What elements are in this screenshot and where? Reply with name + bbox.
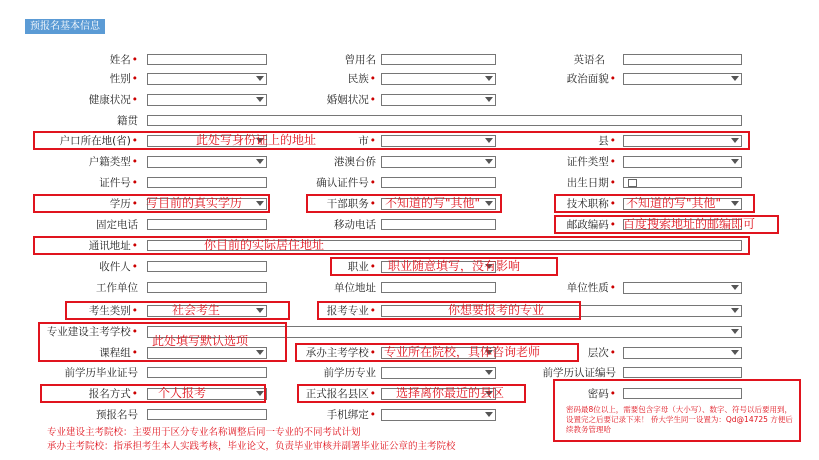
native-place-input[interactable] [147, 115, 742, 126]
calendar-icon[interactable] [628, 179, 637, 187]
unit-nature-select[interactable] [623, 282, 742, 294]
recipient-input[interactable] [147, 261, 267, 272]
mobile-input[interactable] [381, 219, 496, 230]
label-major: 报考专业• [326, 305, 376, 317]
label-reg-method: 报名方式• [88, 388, 138, 400]
health-select[interactable] [147, 94, 267, 106]
section-header: 预报名基本信息 [25, 19, 105, 34]
label-phone-bind: 手机绑定• [326, 409, 376, 421]
label-ethnicity: 民族• [347, 73, 376, 85]
label-education: 学历• [109, 198, 138, 210]
id-confirm-input[interactable] [381, 177, 496, 188]
label-exam-type: 考生类别• [88, 305, 138, 317]
hk-macao-tw-select[interactable] [381, 156, 496, 168]
label-prev-major: 前学历专业 [323, 367, 376, 379]
footer-line-2: 承办主考院校：指承担考生本人实践考核，毕业论文，负责毕业审核并副署毕业证公章的主考院校 [47, 441, 456, 452]
label-hukou-province: 户口所在地(省)• [59, 135, 138, 147]
english-name-input[interactable] [623, 54, 742, 65]
label-id-confirm: 确认证件号• [316, 177, 376, 189]
note-major: 你想要报考的专业 [448, 303, 545, 317]
note-occupation: 职业随意填写，没有影响 [388, 259, 521, 273]
label-unit-nature: 单位性质• [566, 282, 616, 294]
label-reg-county: 正式报名县区• [305, 388, 376, 400]
label-birth-date: 出生日期• [566, 177, 616, 189]
label-id-type: 证件类型• [566, 156, 616, 168]
label-host-school: 承办主考学校• [305, 347, 376, 359]
label-id-no: 证件号• [99, 177, 138, 189]
note-reg-county: 选择离你最近的县区 [396, 386, 505, 400]
label-school: 专业建设主考学校• [46, 326, 138, 338]
label-cadre-post: 干部职务• [326, 198, 376, 210]
note-address: 你目前的实际居住地址 [204, 238, 325, 252]
note-cadre: 不知道的写"其他" [385, 196, 481, 210]
prev-major-select[interactable] [381, 367, 496, 379]
political-select[interactable] [623, 73, 742, 85]
label-hukou-type: 户籍类型• [88, 156, 138, 168]
level-select[interactable] [623, 347, 742, 359]
label-level: 层次• [587, 347, 616, 359]
label-name: 姓名• [109, 54, 138, 66]
note-tech: 不知道的写"其他" [626, 196, 722, 210]
label-course-group: 课程组• [99, 347, 138, 359]
label-prev-cert: 前学历认证编号 [542, 367, 616, 379]
gender-select[interactable] [147, 73, 267, 85]
label-county: 县• [598, 135, 616, 147]
ethnicity-select[interactable] [381, 73, 496, 85]
label-city: 市• [358, 135, 376, 147]
id-no-input[interactable] [147, 177, 267, 188]
note-exam-type: 社会考生 [172, 303, 221, 317]
hukou-type-select[interactable] [147, 156, 267, 168]
label-former-name: 曾用名 [344, 54, 376, 66]
label-hk-macao-tw: 港澳台侨 [334, 156, 376, 168]
unit-address-input[interactable] [381, 282, 496, 293]
id-type-select[interactable] [623, 156, 742, 168]
label-gender: 性别• [109, 73, 138, 85]
annotation-box-address [33, 236, 750, 255]
former-name-input[interactable] [381, 54, 496, 65]
label-native-place: 籍贯 [117, 115, 138, 127]
prev-cert-input[interactable] [623, 367, 742, 378]
footer-line-1: 专业建设主考院校：主要用于区分专业名称调整后同一专业的不同考试计划 [47, 427, 361, 438]
phone-bind-select[interactable] [381, 409, 496, 421]
label-mobile: 移动电话 [334, 219, 376, 231]
label-address: 通讯地址• [88, 240, 138, 252]
label-marital: 婚姻状况• [326, 94, 376, 106]
label-work-unit: 工作单位 [96, 282, 138, 294]
prev-school-input[interactable] [147, 367, 267, 378]
note-school: 此处填写默认选项 [152, 334, 249, 348]
marital-select[interactable] [381, 94, 496, 106]
label-occupation: 职业• [347, 261, 376, 273]
note-host-school: 专业所在院校，具体咨询老师 [384, 345, 541, 359]
label-prev-school: 前学历毕业证号 [64, 367, 138, 379]
annotation-box-hukou [33, 131, 750, 150]
label-recipient: 收件人• [99, 261, 138, 273]
label-political: 政治面貌• [566, 73, 616, 85]
note-education: 写目前的真实学历 [146, 196, 243, 210]
annotation-box-reg-method [40, 384, 266, 403]
work-unit-input[interactable] [147, 282, 267, 293]
label-password: 密码• [587, 388, 616, 400]
pre-reg-no-input[interactable] [147, 409, 267, 420]
label-health: 健康状况• [88, 94, 138, 106]
label-tech-title: 技术职称• [566, 198, 616, 210]
label-pre-reg-no: 预报名号 [96, 409, 138, 421]
note-hukou: 此处写身份证上的地址 [196, 133, 317, 147]
note-reg-method: 个人报考 [158, 386, 207, 400]
label-unit-address: 单位地址 [334, 282, 376, 294]
label-postcode: 邮政编码• [566, 219, 616, 231]
label-english-name: 英语名 [573, 54, 605, 66]
label-landline: 固定电话 [96, 219, 138, 231]
birth-date-input[interactable] [623, 177, 742, 188]
landline-input[interactable] [147, 219, 267, 230]
name-input[interactable] [147, 54, 267, 65]
note-postcode: 百度搜索地址的邮编即可 [623, 217, 756, 231]
note-password: 密码最8位以上，需要包含字母（大小写）、数字、符号以后要用到，设置完之后要记录下来！ 侨大学生同一设置为：Qd@14725 方便后续教务管理哈 [566, 405, 793, 434]
